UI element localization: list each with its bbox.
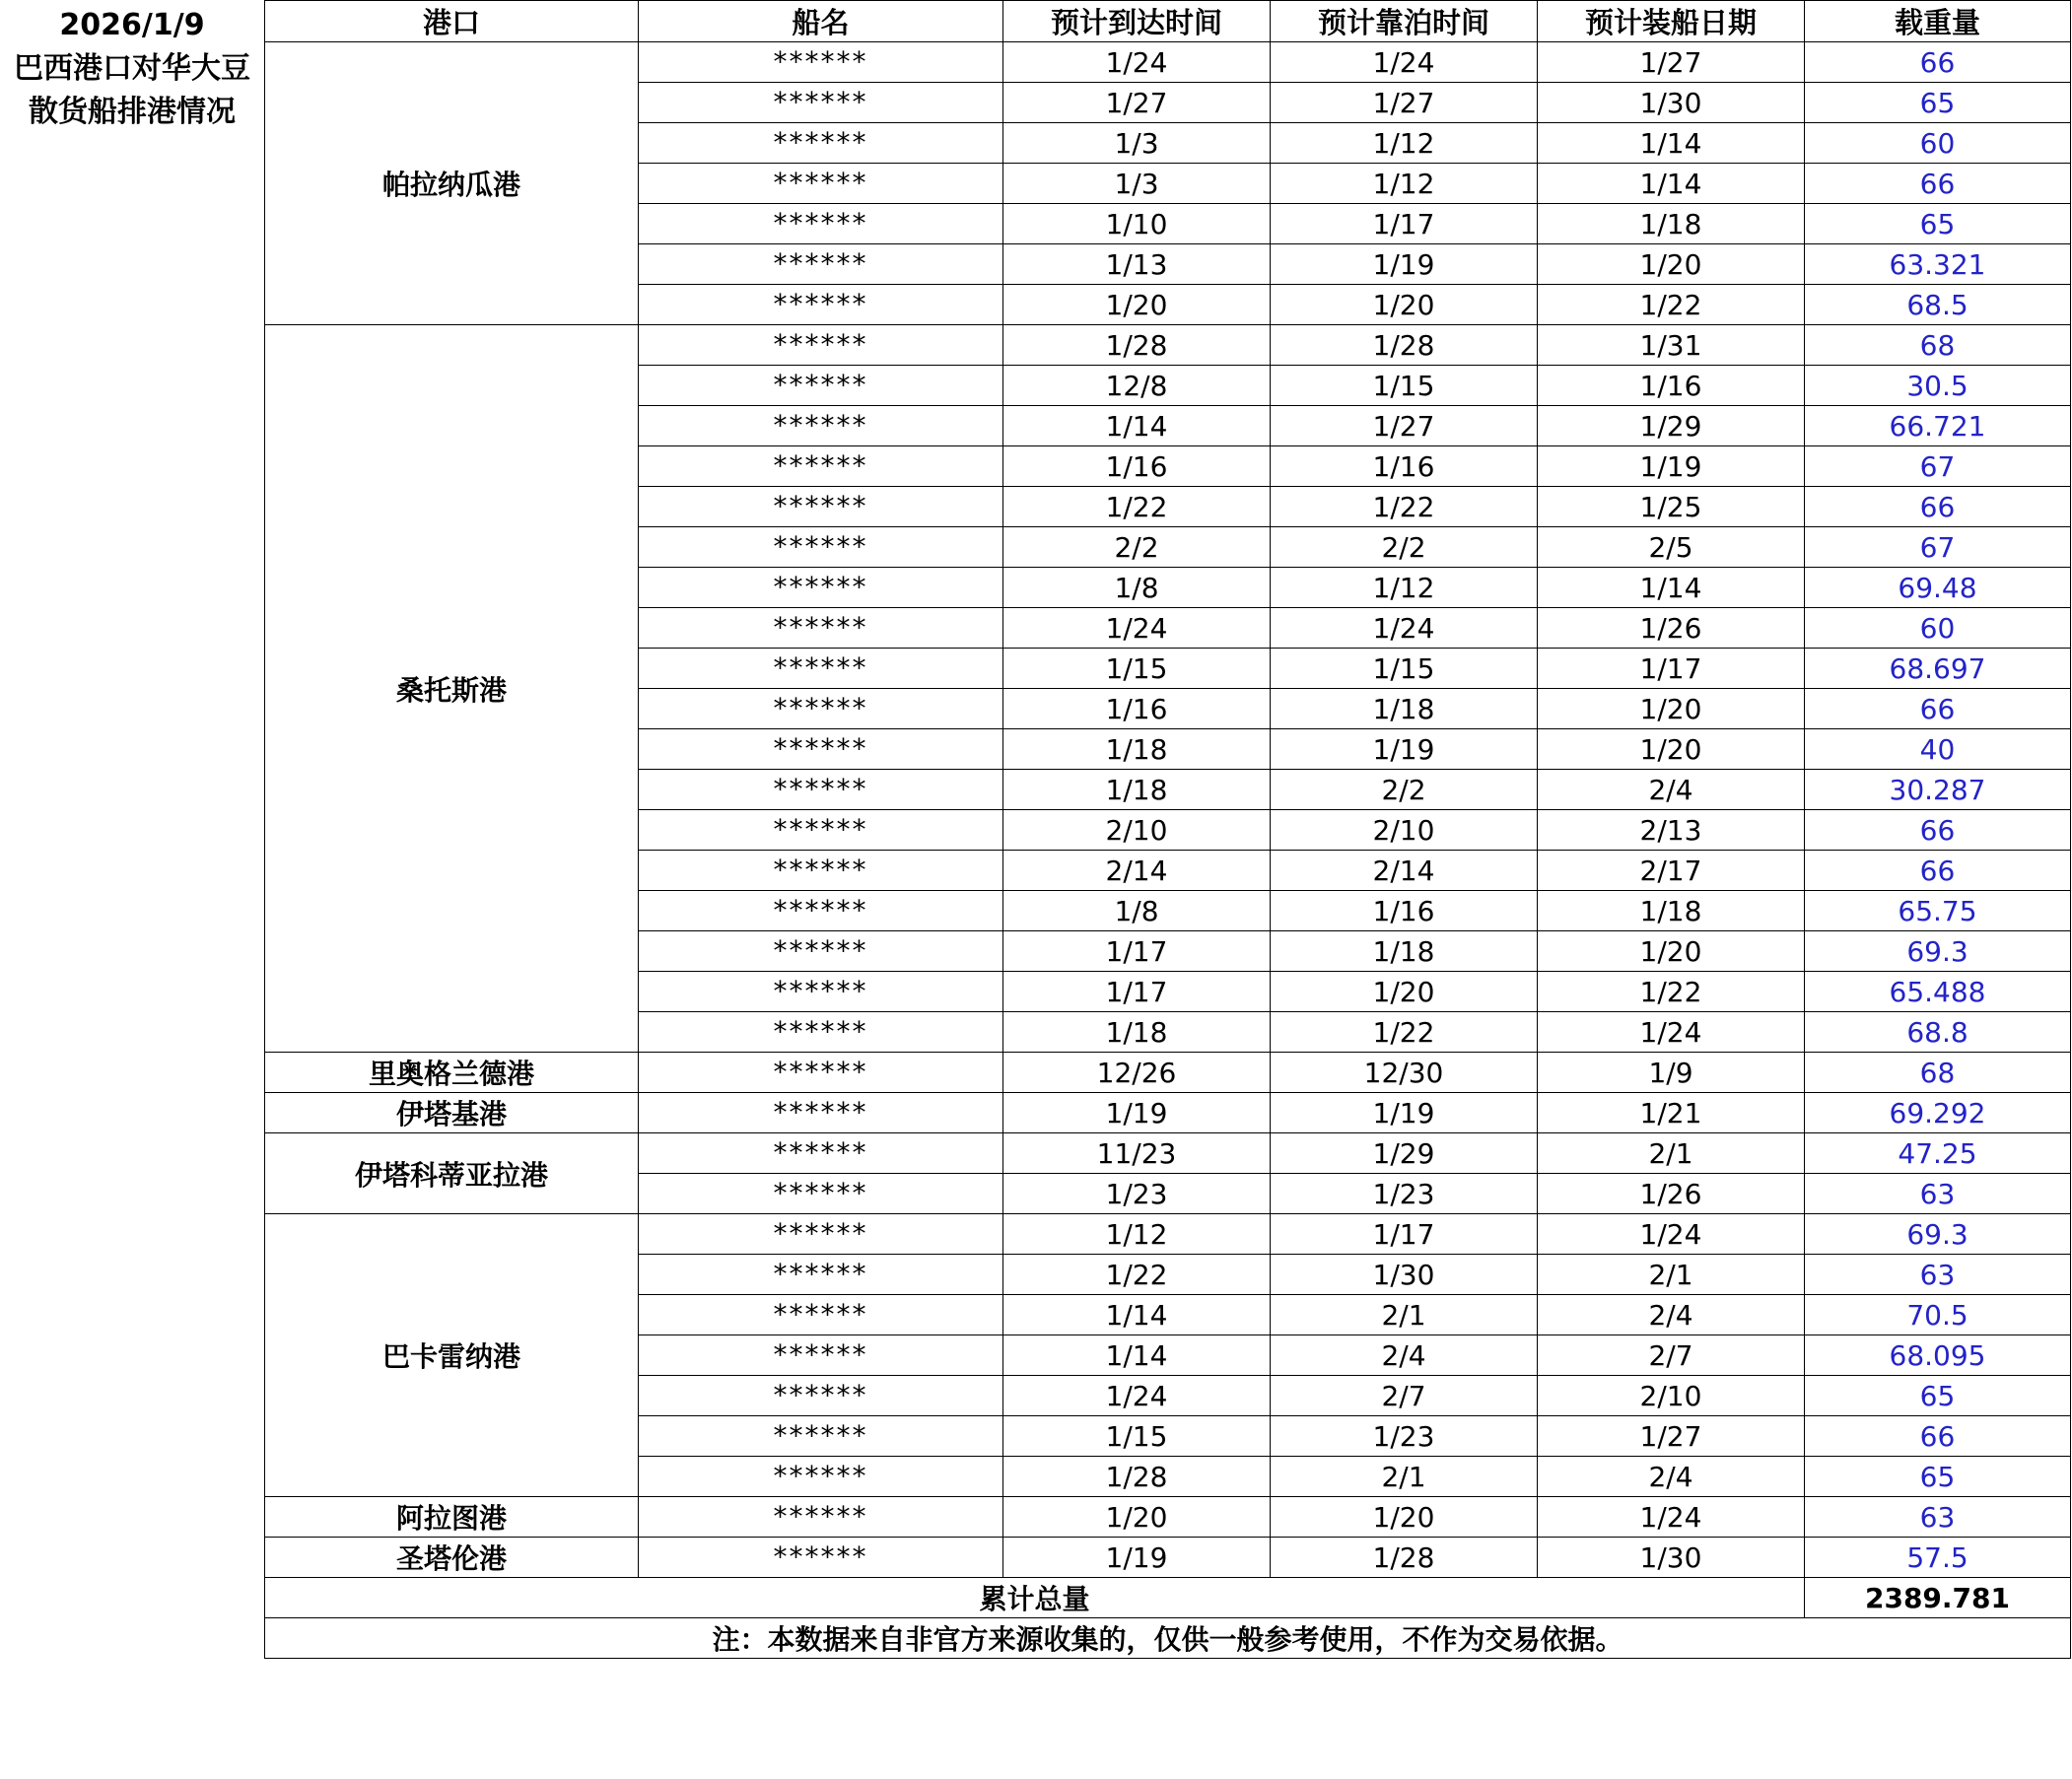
eta-cell: 1/14 [1003, 1295, 1271, 1335]
etb-cell: 1/23 [1271, 1174, 1538, 1214]
report-title-line-2: 散货船排港情况 [29, 95, 236, 129]
etb-cell: 1/16 [1271, 446, 1538, 487]
etl-cell: 1/26 [1538, 1174, 1805, 1214]
eta-cell: 1/14 [1003, 1335, 1271, 1376]
etb-cell: 1/12 [1271, 123, 1538, 164]
etl-cell: 1/14 [1538, 123, 1805, 164]
etb-cell: 1/18 [1271, 931, 1538, 972]
etb-cell: 1/27 [1271, 83, 1538, 123]
ship-name: ****** [639, 487, 1003, 527]
etl-cell: 2/7 [1538, 1335, 1805, 1376]
eta-cell: 12/8 [1003, 366, 1271, 406]
weight-cell: 69.292 [1805, 1093, 2071, 1133]
etb-cell: 1/19 [1271, 1093, 1538, 1133]
etl-cell: 2/1 [1538, 1255, 1805, 1295]
port-name: 伊塔基港 [265, 1093, 639, 1133]
header-ship-name: 船名 [639, 1, 1003, 42]
eta-cell: 1/8 [1003, 568, 1271, 608]
eta-cell: 1/19 [1003, 1093, 1271, 1133]
etl-cell: 1/20 [1538, 729, 1805, 770]
weight-cell: 40 [1805, 729, 2071, 770]
weight-cell: 68.5 [1805, 285, 2071, 325]
etl-cell: 2/1 [1538, 1133, 1805, 1174]
weight-cell: 65 [1805, 1457, 2071, 1497]
etb-cell: 1/19 [1271, 244, 1538, 285]
ship-name: ****** [639, 527, 1003, 568]
etb-cell: 2/2 [1271, 527, 1538, 568]
weight-cell: 66 [1805, 1416, 2071, 1457]
weight-cell: 60 [1805, 123, 2071, 164]
etl-cell: 2/5 [1538, 527, 1805, 568]
weight-cell: 68 [1805, 325, 2071, 366]
ship-name: ****** [639, 1457, 1003, 1497]
ship-name: ****** [639, 649, 1003, 689]
etl-cell: 1/24 [1538, 1012, 1805, 1053]
etl-cell: 1/17 [1538, 649, 1805, 689]
ship-name: ****** [639, 1053, 1003, 1093]
ship-name: ****** [639, 931, 1003, 972]
eta-cell: 1/3 [1003, 164, 1271, 204]
eta-cell: 1/17 [1003, 972, 1271, 1012]
report-title-panel [0, 0, 264, 1779]
etl-cell: 1/30 [1538, 1538, 1805, 1578]
port-name: 伊塔科蒂亚拉港 [265, 1133, 639, 1214]
ship-name: ****** [639, 366, 1003, 406]
eta-cell: 1/18 [1003, 1012, 1271, 1053]
table-row [265, 1133, 2071, 1174]
eta-cell: 1/16 [1003, 446, 1271, 487]
weight-cell: 70.5 [1805, 1295, 2071, 1335]
eta-cell: 11/23 [1003, 1133, 1271, 1174]
etb-cell: 1/27 [1271, 406, 1538, 446]
ship-name: ****** [639, 325, 1003, 366]
table-row [265, 1497, 2071, 1538]
etb-cell: 2/2 [1271, 770, 1538, 810]
etl-cell: 1/14 [1538, 568, 1805, 608]
port-name: 桑托斯港 [265, 325, 639, 1053]
ship-name: ****** [639, 851, 1003, 891]
weight-cell: 69.48 [1805, 568, 2071, 608]
table-row [265, 1214, 2071, 1255]
ship-name: ****** [639, 891, 1003, 931]
etb-cell: 1/20 [1271, 285, 1538, 325]
ship-name: ****** [639, 1214, 1003, 1255]
etl-cell: 1/20 [1538, 931, 1805, 972]
header-row [265, 1, 2071, 42]
eta-cell: 1/24 [1003, 42, 1271, 83]
ship-name: ****** [639, 1376, 1003, 1416]
weight-cell: 68.8 [1805, 1012, 2071, 1053]
port-name: 帕拉纳瓜港 [265, 42, 639, 325]
weight-cell: 67 [1805, 527, 2071, 568]
etb-cell: 1/19 [1271, 729, 1538, 770]
eta-cell: 1/15 [1003, 1416, 1271, 1457]
weight-cell: 69.3 [1805, 931, 2071, 972]
etl-cell: 1/18 [1538, 891, 1805, 931]
eta-cell: 1/24 [1003, 608, 1271, 649]
eta-cell: 1/10 [1003, 204, 1271, 244]
etl-cell: 2/4 [1538, 1457, 1805, 1497]
etl-cell: 1/22 [1538, 285, 1805, 325]
eta-cell: 2/14 [1003, 851, 1271, 891]
report-title-line-1: 巴西港口对华大豆 [14, 51, 250, 86]
etb-cell: 2/14 [1271, 851, 1538, 891]
etb-cell: 2/4 [1271, 1335, 1538, 1376]
etl-cell: 1/25 [1538, 487, 1805, 527]
etl-cell: 1/29 [1538, 406, 1805, 446]
header-eta: 预计到达时间 [1003, 1, 1271, 42]
eta-cell: 1/24 [1003, 1376, 1271, 1416]
ship-name: ****** [639, 1335, 1003, 1376]
weight-cell: 66 [1805, 42, 2071, 83]
eta-cell: 1/18 [1003, 729, 1271, 770]
eta-cell: 1/27 [1003, 83, 1271, 123]
weight-cell: 69.3 [1805, 1214, 2071, 1255]
header-weight: 载重量 [1805, 1, 2071, 42]
weight-cell: 63 [1805, 1255, 2071, 1295]
ship-name: ****** [639, 568, 1003, 608]
note-row [265, 1618, 2071, 1659]
etl-cell: 2/4 [1538, 1295, 1805, 1335]
etb-cell: 1/20 [1271, 1497, 1538, 1538]
weight-cell: 65 [1805, 1376, 2071, 1416]
weight-cell: 68.095 [1805, 1335, 2071, 1376]
etl-cell: 1/27 [1538, 1416, 1805, 1457]
etb-cell: 2/1 [1271, 1295, 1538, 1335]
etl-cell: 1/14 [1538, 164, 1805, 204]
ship-name: ****** [639, 810, 1003, 851]
ship-name: ****** [639, 83, 1003, 123]
etb-cell: 1/22 [1271, 1012, 1538, 1053]
table-body [265, 42, 2071, 1578]
ship-name: ****** [639, 1012, 1003, 1053]
etl-cell: 1/24 [1538, 1214, 1805, 1255]
ship-name: ****** [639, 972, 1003, 1012]
port-name: 里奥格兰德港 [265, 1053, 639, 1093]
eta-cell: 1/8 [1003, 891, 1271, 931]
weight-cell: 66 [1805, 689, 2071, 729]
ship-name: ****** [639, 689, 1003, 729]
etl-cell: 1/21 [1538, 1093, 1805, 1133]
weight-cell: 66.721 [1805, 406, 2071, 446]
etb-cell: 1/12 [1271, 164, 1538, 204]
total-value: 2389.781 [1805, 1578, 2071, 1618]
etb-cell: 1/29 [1271, 1133, 1538, 1174]
etb-cell: 1/15 [1271, 649, 1538, 689]
weight-cell: 63 [1805, 1497, 2071, 1538]
header-etl: 预计装船日期 [1538, 1, 1805, 42]
etl-cell: 1/27 [1538, 42, 1805, 83]
eta-cell: 1/13 [1003, 244, 1271, 285]
total-label: 累计总量 [265, 1578, 1805, 1618]
port-name: 阿拉图港 [265, 1497, 639, 1538]
ship-name: ****** [639, 1538, 1003, 1578]
etb-cell: 12/30 [1271, 1053, 1538, 1093]
weight-cell: 66 [1805, 851, 2071, 891]
eta-cell: 1/23 [1003, 1174, 1271, 1214]
weight-cell: 57.5 [1805, 1538, 2071, 1578]
weight-cell: 68 [1805, 1053, 2071, 1093]
eta-cell: 2/2 [1003, 527, 1271, 568]
ship-name: ****** [639, 1093, 1003, 1133]
ship-name: ****** [639, 123, 1003, 164]
ship-name: ****** [639, 729, 1003, 770]
etb-cell: 1/28 [1271, 1538, 1538, 1578]
eta-cell: 1/16 [1003, 689, 1271, 729]
ship-name: ****** [639, 770, 1003, 810]
ship-name: ****** [639, 164, 1003, 204]
weight-cell: 65.75 [1805, 891, 2071, 931]
table-row [265, 325, 2071, 366]
ship-name: ****** [639, 1174, 1003, 1214]
etl-cell: 1/18 [1538, 204, 1805, 244]
eta-cell: 1/22 [1003, 487, 1271, 527]
ship-name: ****** [639, 244, 1003, 285]
etb-cell: 1/15 [1271, 366, 1538, 406]
etb-cell: 1/17 [1271, 204, 1538, 244]
report-date: 2026/1/9 [59, 8, 205, 42]
weight-cell: 63.321 [1805, 244, 2071, 285]
ship-name: ****** [639, 1497, 1003, 1538]
eta-cell: 12/26 [1003, 1053, 1271, 1093]
weight-cell: 65 [1805, 83, 2071, 123]
etl-cell: 1/30 [1538, 83, 1805, 123]
weight-cell: 68.697 [1805, 649, 2071, 689]
etb-cell: 1/20 [1271, 972, 1538, 1012]
total-row [265, 1578, 2071, 1618]
eta-cell: 1/14 [1003, 406, 1271, 446]
etb-cell: 2/10 [1271, 810, 1538, 851]
etb-cell: 2/1 [1271, 1457, 1538, 1497]
ship-name: ****** [639, 204, 1003, 244]
etl-cell: 1/22 [1538, 972, 1805, 1012]
weight-cell: 63 [1805, 1174, 2071, 1214]
port-name: 巴卡雷纳港 [265, 1214, 639, 1497]
eta-cell: 2/10 [1003, 810, 1271, 851]
etl-cell: 1/24 [1538, 1497, 1805, 1538]
eta-cell: 1/15 [1003, 649, 1271, 689]
weight-cell: 67 [1805, 446, 2071, 487]
header-port: 港口 [265, 1, 639, 42]
weight-cell: 30.5 [1805, 366, 2071, 406]
eta-cell: 1/19 [1003, 1538, 1271, 1578]
ship-name: ****** [639, 1133, 1003, 1174]
weight-cell: 65.488 [1805, 972, 2071, 1012]
etb-cell: 2/7 [1271, 1376, 1538, 1416]
ship-name: ****** [639, 406, 1003, 446]
table-row [265, 42, 2071, 83]
etb-cell: 1/16 [1271, 891, 1538, 931]
etb-cell: 1/12 [1271, 568, 1538, 608]
etb-cell: 1/24 [1271, 42, 1538, 83]
table-row [265, 1538, 2071, 1578]
table-row [265, 1053, 2071, 1093]
weight-cell: 65 [1805, 204, 2071, 244]
ship-name: ****** [639, 285, 1003, 325]
etb-cell: 1/28 [1271, 325, 1538, 366]
disclaimer-note: 注：本数据来自非官方来源收集的，仅供一般参考使用，不作为交易依据。 [265, 1618, 2071, 1659]
eta-cell: 1/28 [1003, 1457, 1271, 1497]
eta-cell: 1/18 [1003, 770, 1271, 810]
eta-cell: 1/20 [1003, 285, 1271, 325]
vessel-lineup-table [264, 0, 2071, 1659]
etb-cell: 1/24 [1271, 608, 1538, 649]
ship-name: ****** [639, 1295, 1003, 1335]
eta-cell: 1/17 [1003, 931, 1271, 972]
ship-name: ****** [639, 608, 1003, 649]
etb-cell: 1/18 [1271, 689, 1538, 729]
etl-cell: 1/19 [1538, 446, 1805, 487]
etb-cell: 1/22 [1271, 487, 1538, 527]
weight-cell: 66 [1805, 810, 2071, 851]
eta-cell: 1/20 [1003, 1497, 1271, 1538]
etl-cell: 2/13 [1538, 810, 1805, 851]
ship-name: ****** [639, 1255, 1003, 1295]
etl-cell: 1/20 [1538, 689, 1805, 729]
weight-cell: 60 [1805, 608, 2071, 649]
weight-cell: 66 [1805, 487, 2071, 527]
report-title [0, 4, 264, 134]
etl-cell: 2/10 [1538, 1376, 1805, 1416]
weight-cell: 47.25 [1805, 1133, 2071, 1174]
etl-cell: 2/4 [1538, 770, 1805, 810]
ship-name: ****** [639, 1416, 1003, 1457]
port-name: 圣塔伦港 [265, 1538, 639, 1578]
etl-cell: 1/16 [1538, 366, 1805, 406]
etl-cell: 1/9 [1538, 1053, 1805, 1093]
eta-cell: 1/28 [1003, 325, 1271, 366]
etl-cell: 1/31 [1538, 325, 1805, 366]
header-etb: 预计靠泊时间 [1271, 1, 1538, 42]
etb-cell: 1/23 [1271, 1416, 1538, 1457]
eta-cell: 1/22 [1003, 1255, 1271, 1295]
weight-cell: 30.287 [1805, 770, 2071, 810]
etl-cell: 1/20 [1538, 244, 1805, 285]
ship-name: ****** [639, 446, 1003, 487]
etb-cell: 1/17 [1271, 1214, 1538, 1255]
eta-cell: 1/3 [1003, 123, 1271, 164]
table-row [265, 1093, 2071, 1133]
eta-cell: 1/12 [1003, 1214, 1271, 1255]
etb-cell: 1/30 [1271, 1255, 1538, 1295]
weight-cell: 66 [1805, 164, 2071, 204]
ship-name: ****** [639, 42, 1003, 83]
etl-cell: 2/17 [1538, 851, 1805, 891]
etl-cell: 1/26 [1538, 608, 1805, 649]
